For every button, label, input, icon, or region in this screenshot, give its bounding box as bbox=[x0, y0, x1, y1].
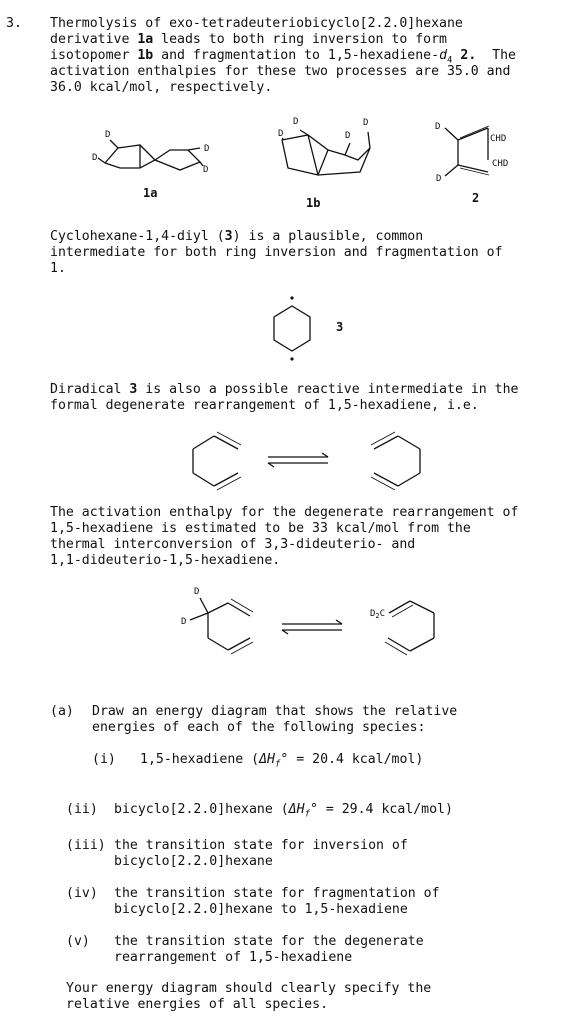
intro-line-4: activation enthalpies for these two processes are 35.0 and bbox=[50, 64, 511, 79]
para4-line-2: 1,5-hexadiene is estimated to be 33 kcal/mol from the bbox=[50, 521, 471, 536]
para2-line-1: Cyclohexane-1,4-diyl (3) is a plausible, common bbox=[50, 229, 424, 244]
item-v-label: (v) bbox=[66, 934, 90, 949]
label-d: D bbox=[345, 131, 351, 141]
para3-line-1: Diradical 3 is also a possible reactive intermediate in the bbox=[50, 382, 519, 397]
item-v-line-1: the transition state for the degenerate bbox=[114, 934, 424, 949]
para3-line-2: formal degenerate rearrangement of 1,5-hexadiene, i.e. bbox=[50, 398, 479, 413]
label-d: D bbox=[203, 165, 209, 175]
intro-line-2: derivative 1a leads to both ring inversion to form bbox=[50, 32, 447, 47]
label-d: D bbox=[363, 118, 369, 128]
label-3: 3 bbox=[336, 320, 344, 334]
label-d: D bbox=[92, 153, 98, 163]
item-iii-line-1: the transition state for inversion of bbox=[114, 838, 408, 853]
label-d: D bbox=[181, 617, 187, 627]
label-d: D bbox=[105, 130, 111, 140]
item-iv-line-2: bicyclo[2.2.0]hexane to 1,5-hexadiene bbox=[114, 902, 408, 917]
label-d: D bbox=[293, 117, 299, 127]
intro-line-1: Thermolysis of exo-tetradeuteriobicyclo[2.2.0]hexane bbox=[50, 16, 463, 31]
item-ii-label: (ii) bbox=[66, 802, 98, 817]
closing-line-1: Your energy diagram should clearly specify the bbox=[66, 981, 432, 996]
para4-line-4: 1,1-dideuterio-1,5-hexadiene. bbox=[50, 553, 281, 568]
label-1a: 1a bbox=[143, 186, 158, 200]
closing-line-2: relative energies of all species. bbox=[66, 997, 329, 1012]
label-d: D bbox=[194, 587, 200, 597]
item-v-line-2: rearrangement of 1,5-hexadiene bbox=[114, 950, 353, 965]
intro-line-3: isotopomer 1b and fragmentation to $1,5-hexadiene-d_4$ 2. The bbox=[50, 48, 516, 66]
item-i-text: 1,5-hexadiene ($\Delta H_f^\circ = 20.4$ kcal/mol) bbox=[140, 752, 424, 770]
item-iii-line-2: bicyclo[2.2.0]hexane bbox=[114, 854, 273, 869]
label-d2c: $D_2C$ bbox=[370, 609, 386, 620]
intro-line-5: 36.0 kcal/mol, respectively. bbox=[50, 80, 273, 95]
label-d: D bbox=[436, 174, 442, 184]
label-d: D bbox=[278, 129, 284, 139]
para4-line-1: The activation enthalpy for the degenerate rearrangement of bbox=[50, 505, 519, 520]
part-a-line-1: Draw an energy diagram that shows the relative bbox=[92, 704, 458, 719]
part-a-line-2: energies of each of the following species: bbox=[92, 720, 426, 735]
para4-line-3: thermal interconversion of 3,3-dideuterio- and bbox=[50, 537, 416, 552]
problem-number: 3. bbox=[6, 16, 22, 31]
label-chd: CHD bbox=[492, 159, 509, 169]
label-chd: CHD bbox=[490, 134, 507, 144]
label-2: 2 bbox=[472, 191, 480, 205]
item-iv-label: (iv) bbox=[66, 886, 98, 901]
item-ii-text: bicyclo[2.2.0]hexane ($\Delta H_f^\circ = 29.4$ kcal/mol) bbox=[114, 802, 453, 820]
label-d: D bbox=[435, 122, 441, 132]
item-i-label: (i) bbox=[92, 752, 116, 767]
part-a-label: (a) bbox=[50, 704, 74, 719]
item-iv-line-1: the transition state for fragmentation of bbox=[114, 886, 440, 901]
item-iii-label: (iii) bbox=[66, 838, 106, 853]
label-d: D bbox=[204, 144, 210, 154]
label-1b: 1b bbox=[306, 196, 321, 210]
para2-line-2: intermediate for both ring inversion and fragmentation of bbox=[50, 245, 503, 260]
para2-line-3: 1. bbox=[50, 261, 66, 276]
